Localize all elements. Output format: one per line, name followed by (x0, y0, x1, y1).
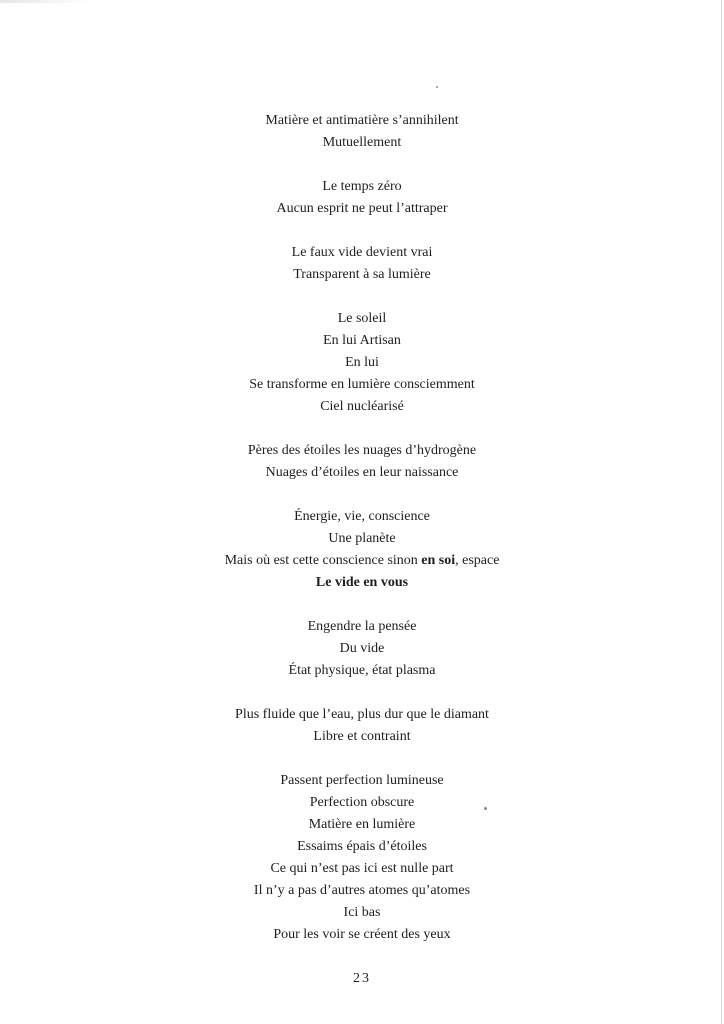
stanza-9 (0, 770, 724, 946)
poem-line-bold: Le vide en vous (315, 575, 409, 590)
stanza-gap (0, 682, 724, 704)
stanza-gap (0, 154, 724, 176)
stanza-4 (0, 308, 724, 418)
poem-line: Pour les voir se créent des yeux (273, 927, 451, 942)
poem-line: Engendre la pensée (307, 619, 417, 634)
scan-artifact (0, 0, 90, 3)
poem-line: Passent perfection lumineuse (280, 773, 444, 788)
poem-line: Du vide (339, 641, 385, 656)
poem-line: Ici bas (343, 905, 381, 920)
poem-line: Ciel nucléarisé (320, 399, 404, 414)
poem-line: Mutuellement (322, 135, 402, 150)
poem-line: État physique, état plasma (288, 663, 436, 678)
page-number: 23 (353, 971, 371, 986)
poem-text: Mais où est cette conscience sinon (224, 553, 422, 568)
poem (0, 110, 724, 946)
poem-line: Pères des étoiles les nuages d’hydrogène (247, 443, 477, 458)
poem-line: Il n’y a pas d’autres atomes qu’atomes (253, 883, 471, 898)
poem-line: En lui Artisan (323, 333, 401, 348)
poem-line: Le soleil (337, 311, 387, 326)
poem-line: Plus fluide que l’eau, plus dur que le diamant (235, 707, 489, 722)
poem-line: Essaims épais d’étoiles (297, 839, 427, 854)
poem-line: Transparent à sa lumière (293, 267, 431, 282)
poem-text: , espace (455, 553, 500, 568)
stanza-gap (0, 220, 724, 242)
stanza-8 (0, 704, 724, 748)
stanza-7 (0, 616, 724, 682)
poem-line: Matière en lumière (308, 817, 416, 832)
poem-line: En lui (345, 355, 379, 370)
poem-emphasis: en soi (421, 553, 456, 568)
stanza-1 (0, 110, 724, 154)
stanza-5 (0, 440, 724, 484)
poem-line: Une planète (328, 531, 396, 546)
poem-line: Le temps zéro (322, 179, 402, 194)
poem-line: Ce qui n’est pas ici est nulle part (270, 861, 454, 876)
stanza-6 (0, 506, 724, 594)
poem-line-mixed (0, 550, 724, 572)
poem-line: Libre et contraint (313, 729, 411, 744)
scan-speck (436, 86, 438, 88)
stanza-gap (0, 748, 724, 770)
stanza-gap (0, 484, 724, 506)
poem-line: Matière et antimatière s’annihilent (265, 113, 459, 128)
stanza-2 (0, 176, 724, 220)
stanza-gap (0, 286, 724, 308)
stanza-3 (0, 242, 724, 286)
stanza-gap (0, 594, 724, 616)
poem-line: Aucun esprit ne peut l’attraper (276, 201, 448, 216)
poem-line: Énergie, vie, conscience (294, 509, 430, 524)
poem-line: Le faux vide devient vrai (291, 245, 433, 260)
poem-line: Perfection obscure (309, 795, 415, 810)
poem-line: Se transforme en lumière consciemment (249, 377, 475, 392)
stanza-gap (0, 418, 724, 440)
poem-line: Nuages d’étoiles en leur naissance (265, 465, 459, 480)
